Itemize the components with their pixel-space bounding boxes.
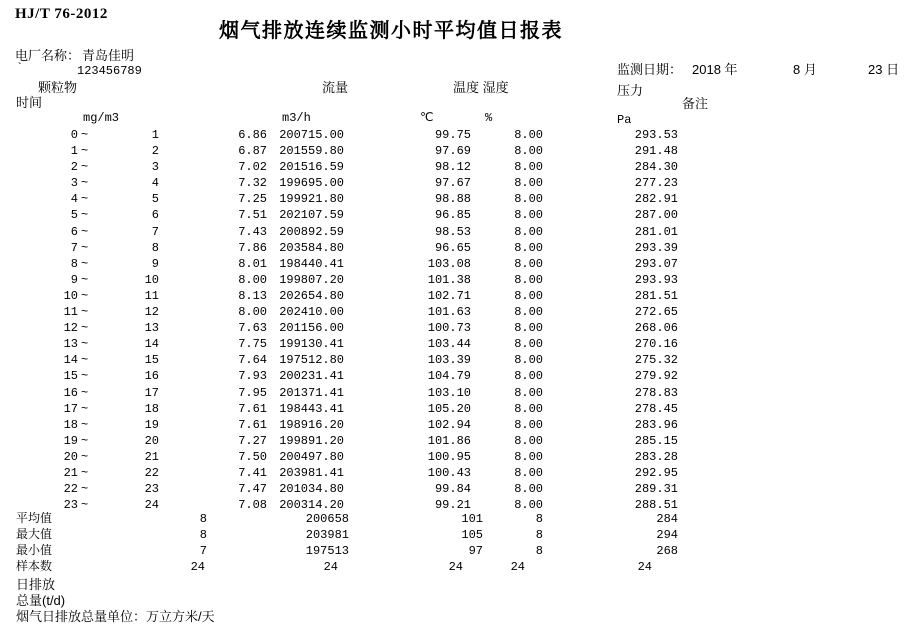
- temperature-value: 101.63: [427, 305, 471, 320]
- summary-label: 最小值: [16, 544, 53, 558]
- temperature-value: 101.86: [427, 433, 471, 448]
- tilde-separator: ~: [81, 369, 89, 384]
- hour-end: 12: [144, 305, 159, 320]
- hour-end: 17: [144, 385, 159, 400]
- humidity-value: 8.00: [514, 305, 543, 320]
- monitor-date-year: 2018 年: [692, 62, 738, 77]
- pm-minimum: 7: [199, 544, 207, 558]
- humidity-value: 8.00: [514, 482, 543, 497]
- daily-emission-label-line1: 日排放: [16, 577, 56, 592]
- tilde-separator: ~: [81, 240, 89, 255]
- table-row: [0, 338, 907, 354]
- tilde-separator: ~: [81, 305, 89, 320]
- table-row: [0, 209, 907, 225]
- table-row: [0, 226, 907, 242]
- temperature-value: 99.84: [434, 482, 471, 497]
- pm-average: 8: [199, 512, 207, 526]
- hour-start: 23: [63, 498, 78, 513]
- temperature-value: 99.75: [434, 128, 471, 142]
- table-row: [0, 467, 907, 483]
- humidity-value: 8.00: [514, 337, 543, 352]
- table-row: [0, 129, 907, 145]
- humidity-value: 8.00: [514, 321, 543, 336]
- hour-end: 19: [144, 417, 159, 432]
- tick-mark: `: [16, 61, 24, 75]
- tilde-separator: ~: [81, 498, 89, 513]
- pm-value: 8.01: [238, 256, 267, 271]
- temperature-value: 103.39: [427, 353, 471, 368]
- humidity-value: 8.00: [514, 288, 543, 303]
- flow-sample-count: 24: [323, 560, 338, 574]
- tilde-separator: ~: [81, 272, 89, 287]
- flow-value: 202410.00: [279, 305, 344, 320]
- pressure-value: 275.32: [634, 353, 678, 368]
- hour-start: 7: [70, 240, 78, 255]
- flow-total-unit-note: 烟气日排放总量单位：万立方米/天: [16, 609, 215, 624]
- temperature-value: 102.71: [427, 288, 471, 303]
- hour-end: 11: [144, 288, 159, 303]
- pm-value: 8.00: [238, 272, 267, 287]
- humidity-value: 8.00: [514, 449, 543, 464]
- humidity-value: 8.00: [514, 192, 543, 207]
- humidity-value: 8.00: [514, 369, 543, 384]
- flow-value: 201034.80: [279, 482, 344, 497]
- hour-start: 14: [63, 353, 78, 368]
- pressure-sample-count: 24: [637, 560, 652, 574]
- hour-start: 8: [70, 256, 78, 271]
- column-header-remark: 备注: [682, 96, 709, 111]
- pressure-maximum: 294: [656, 528, 678, 542]
- flow-value: 199807.20: [279, 272, 344, 287]
- pressure-value: 291.48: [634, 144, 678, 159]
- unit-pm: mg/m3: [83, 111, 120, 125]
- flow-value: 201516.59: [279, 160, 344, 175]
- temperature-value: 96.85: [434, 208, 471, 223]
- humidity-value: 8.00: [514, 417, 543, 432]
- humidity-value: 8.00: [514, 498, 543, 513]
- pressure-value: 288.51: [634, 498, 678, 513]
- pm-value: 7.64: [238, 353, 267, 368]
- hour-end: 7: [151, 224, 159, 239]
- hour-start: 2: [70, 160, 78, 175]
- tilde-separator: ~: [81, 482, 89, 497]
- hour-start: 10: [63, 288, 78, 303]
- temperature-value: 105.20: [427, 401, 471, 416]
- temperature-value: 98.88: [434, 192, 471, 207]
- plant-code-value: 123456789: [77, 64, 142, 78]
- flow-value: 202654.80: [279, 288, 344, 303]
- pm-value: 7.50: [238, 449, 267, 464]
- tilde-separator: ~: [81, 385, 89, 400]
- pm-value: 7.32: [238, 176, 267, 191]
- pm-value: 7.27: [238, 433, 267, 448]
- summary-row-sample-count: [0, 561, 907, 577]
- flow-value: 199695.00: [279, 176, 344, 191]
- tilde-separator: ~: [81, 224, 89, 239]
- pressure-value: 289.31: [634, 482, 678, 497]
- humidity-value: 8.00: [514, 272, 543, 287]
- humidity-value: 8.00: [514, 240, 543, 255]
- table-row: [0, 387, 907, 403]
- hour-end: 3: [151, 160, 159, 175]
- hour-start: 21: [63, 465, 78, 480]
- summary-label: 样本数: [16, 560, 53, 574]
- table-row: [0, 258, 907, 274]
- pm-value: 7.63: [238, 321, 267, 336]
- tilde-separator: ~: [81, 208, 89, 223]
- hour-start: 3: [70, 176, 78, 191]
- unit-temperature: ℃: [420, 110, 434, 124]
- hour-start: 22: [63, 482, 78, 497]
- temperature-value: 104.79: [427, 369, 471, 384]
- hour-start: 18: [63, 417, 78, 432]
- pressure-value: 285.15: [634, 433, 678, 448]
- humidity-average: 8: [535, 512, 543, 526]
- humidity-value: 8.00: [514, 144, 543, 159]
- flow-value: 197512.80: [279, 353, 344, 368]
- hour-end: 20: [144, 433, 159, 448]
- hour-start: 19: [63, 433, 78, 448]
- humidity-value: 8.00: [514, 353, 543, 368]
- hour-start: 16: [63, 385, 78, 400]
- pm-maximum: 8: [199, 528, 207, 542]
- flow-value: 201156.00: [279, 321, 344, 336]
- column-header-flow: 流量: [322, 80, 349, 95]
- hour-end: 5: [151, 192, 159, 207]
- pressure-value: 272.65: [634, 305, 678, 320]
- plant-name-label: 电厂名称：: [15, 48, 81, 63]
- humidity-value: 8.00: [514, 224, 543, 239]
- hour-end: 13: [144, 321, 159, 336]
- pressure-value: 278.45: [634, 401, 678, 416]
- hourly-table: [0, 129, 907, 515]
- tilde-separator: ~: [81, 449, 89, 464]
- pm-sample-count: 24: [190, 560, 205, 574]
- temperature-value: 100.95: [427, 449, 471, 464]
- flow-value: 201371.41: [279, 385, 344, 400]
- flow-minimum: 197513: [305, 544, 349, 558]
- summary-row-minimum: [0, 545, 907, 561]
- temperature-value: 97.67: [434, 176, 471, 191]
- flow-value: 200497.80: [279, 449, 344, 464]
- pressure-value: 287.00: [634, 208, 678, 223]
- flow-value: 199130.41: [279, 337, 344, 352]
- tilde-separator: ~: [81, 256, 89, 271]
- hour-end: 15: [144, 353, 159, 368]
- tilde-separator: ~: [81, 401, 89, 416]
- hour-start: 9: [70, 272, 78, 287]
- flow-value: 202107.59: [279, 208, 344, 223]
- humidity-value: 8.00: [514, 176, 543, 191]
- flow-value: 200314.20: [279, 498, 344, 513]
- table-row: [0, 419, 907, 435]
- pm-value: 7.43: [238, 224, 267, 239]
- pressure-value: 283.28: [634, 449, 678, 464]
- tilde-separator: ~: [81, 176, 89, 191]
- pressure-value: 277.23: [634, 176, 678, 191]
- pm-value: 7.08: [238, 498, 267, 513]
- humidity-maximum: 8: [535, 528, 543, 542]
- flow-value: 198916.20: [279, 417, 344, 432]
- table-row: [0, 354, 907, 370]
- pm-value: 6.86: [238, 128, 267, 142]
- pressure-value: 284.30: [634, 160, 678, 175]
- temperature-value: 98.12: [434, 160, 471, 175]
- tilde-separator: ~: [81, 160, 89, 175]
- pressure-value: 293.93: [634, 272, 678, 287]
- pressure-value: 293.53: [634, 128, 678, 142]
- hour-start: 12: [63, 321, 78, 336]
- tilde-separator: ~: [81, 144, 89, 159]
- humidity-value: 8.00: [514, 433, 543, 448]
- pm-value: 7.61: [238, 401, 267, 416]
- tilde-separator: ~: [81, 433, 89, 448]
- hour-end: 4: [151, 176, 159, 191]
- flow-value: 198440.41: [279, 256, 344, 271]
- pm-value: 6.87: [238, 144, 267, 159]
- column-header-pressure: 压力: [617, 83, 644, 98]
- flow-value: 200715.00: [279, 128, 344, 142]
- pm-value: 8.00: [238, 305, 267, 320]
- table-row: [0, 483, 907, 499]
- tilde-separator: ~: [81, 417, 89, 432]
- pressure-value: 270.16: [634, 337, 678, 352]
- pressure-value: 281.51: [634, 288, 678, 303]
- summary-row-maximum: [0, 529, 907, 545]
- pm-value: 7.25: [238, 192, 267, 207]
- table-row: [0, 290, 907, 306]
- pressure-average: 284: [656, 512, 678, 526]
- hour-start: 1: [70, 144, 78, 159]
- table-row: [0, 370, 907, 386]
- pm-value: 7.93: [238, 369, 267, 384]
- flow-value: 201559.80: [279, 144, 344, 159]
- hour-end: 23: [144, 482, 159, 497]
- humidity-value: 8.00: [514, 160, 543, 175]
- pm-value: 7.61: [238, 417, 267, 432]
- hour-end: 18: [144, 401, 159, 416]
- hour-end: 10: [144, 272, 159, 287]
- temperature-value: 98.53: [434, 224, 471, 239]
- hour-start: 15: [63, 369, 78, 384]
- unit-pressure: Pa: [617, 113, 632, 127]
- hour-start: 0: [70, 128, 78, 142]
- hour-start: 13: [63, 337, 78, 352]
- temperature-value: 103.10: [427, 385, 471, 400]
- table-row: [0, 193, 907, 209]
- table-row: [0, 403, 907, 419]
- temperature-value: 100.73: [427, 321, 471, 336]
- tilde-separator: ~: [81, 128, 89, 142]
- temperature-value: 97.69: [434, 144, 471, 159]
- table-row: [0, 435, 907, 451]
- hour-start: 6: [70, 224, 78, 239]
- flow-value: 200231.41: [279, 369, 344, 384]
- pressure-minimum: 268: [656, 544, 678, 558]
- pressure-value: 279.92: [634, 369, 678, 384]
- monitor-date-day: 23 日: [868, 62, 900, 77]
- temperature-value: 96.65: [434, 240, 471, 255]
- tilde-separator: ~: [81, 192, 89, 207]
- pm-value: 8.13: [238, 288, 267, 303]
- temperature-value: 100.43: [427, 465, 471, 480]
- hour-start: 5: [70, 208, 78, 223]
- pressure-value: 278.83: [634, 385, 678, 400]
- humidity-value: 8.00: [514, 256, 543, 271]
- temperature-average: 101: [461, 512, 483, 526]
- summary-row-average: [0, 513, 907, 529]
- temperature-sample-count: 24: [448, 560, 463, 574]
- flow-value: 199921.80: [279, 192, 344, 207]
- pm-value: 7.47: [238, 482, 267, 497]
- humidity-value: 8.00: [514, 465, 543, 480]
- hour-start: 20: [63, 449, 78, 464]
- pm-value: 7.95: [238, 385, 267, 400]
- table-row: [0, 322, 907, 338]
- hour-start: 11: [63, 305, 78, 320]
- unit-humidity: %: [485, 111, 493, 125]
- humidity-value: 8.00: [514, 208, 543, 223]
- pressure-value: 268.06: [634, 321, 678, 336]
- flow-value: 200892.59: [279, 224, 344, 239]
- hour-end: 1: [151, 128, 159, 142]
- temperature-value: 99.21: [434, 498, 471, 513]
- monitor-date-label: 监测日期：: [617, 62, 683, 77]
- humidity-minimum: 8: [535, 544, 543, 558]
- hour-end: 2: [151, 144, 159, 159]
- humidity-sample-count: 24: [510, 560, 525, 574]
- monitor-date-month: 8 月: [793, 62, 817, 77]
- table-row: [0, 306, 907, 322]
- flow-maximum: 203981: [305, 528, 349, 542]
- flow-average: 200658: [305, 512, 349, 526]
- table-row: [0, 161, 907, 177]
- table-row: [0, 242, 907, 258]
- daily-emission-label-line2: 总量(t/d): [16, 593, 66, 608]
- pressure-value: 282.91: [634, 192, 678, 207]
- summary-block: [0, 513, 907, 577]
- column-header-pm: 颗粒物: [38, 80, 78, 95]
- standard-number: HJ/T 76-2012: [15, 6, 108, 22]
- temperature-value: 101.38: [427, 272, 471, 287]
- hour-end: 24: [144, 498, 159, 513]
- tilde-separator: ~: [81, 353, 89, 368]
- summary-label: 最大值: [16, 528, 53, 542]
- report-title: 烟气排放连续监测小时平均值日报表: [219, 20, 563, 42]
- flow-value: 199891.20: [279, 433, 344, 448]
- tilde-separator: ~: [81, 337, 89, 352]
- flow-value: 203981.41: [279, 465, 344, 480]
- table-row: [0, 145, 907, 161]
- pm-value: 7.51: [238, 208, 267, 223]
- pressure-value: 293.39: [634, 240, 678, 255]
- hour-start: 17: [63, 401, 78, 416]
- tilde-separator: ~: [81, 288, 89, 303]
- pressure-value: 281.01: [634, 224, 678, 239]
- pressure-value: 292.95: [634, 465, 678, 480]
- temperature-minimum: 97: [468, 544, 483, 558]
- humidity-value: 8.00: [514, 128, 543, 142]
- table-row: [0, 177, 907, 193]
- temperature-maximum: 105: [461, 528, 483, 542]
- flow-value: 203584.80: [279, 240, 344, 255]
- summary-label: 平均值: [16, 512, 53, 526]
- plant-name-value: 青岛佳明: [82, 48, 135, 63]
- hour-end: 9: [151, 256, 159, 271]
- humidity-value: 8.00: [514, 401, 543, 416]
- column-header-temp-humidity: 温度 湿度: [453, 80, 509, 95]
- pm-value: 7.02: [238, 160, 267, 175]
- pressure-value: 293.07: [634, 256, 678, 271]
- hour-end: 8: [151, 240, 159, 255]
- hour-end: 16: [144, 369, 159, 384]
- flow-value: 198443.41: [279, 401, 344, 416]
- pm-value: 7.41: [238, 465, 267, 480]
- table-row: [0, 274, 907, 290]
- tilde-separator: ~: [81, 321, 89, 336]
- temperature-value: 102.94: [427, 417, 471, 432]
- hour-end: 6: [151, 208, 159, 223]
- temperature-value: 103.08: [427, 256, 471, 271]
- hour-end: 14: [144, 337, 159, 352]
- column-header-time: 时间: [16, 95, 43, 110]
- unit-flow: m3/h: [282, 111, 311, 125]
- table-row: [0, 451, 907, 467]
- hour-end: 21: [144, 449, 159, 464]
- temperature-value: 103.44: [427, 337, 471, 352]
- pm-value: 7.75: [238, 337, 267, 352]
- tilde-separator: ~: [81, 465, 89, 480]
- humidity-value: 8.00: [514, 385, 543, 400]
- hour-start: 4: [70, 192, 78, 207]
- hour-end: 22: [144, 465, 159, 480]
- pressure-value: 283.96: [634, 417, 678, 432]
- pm-value: 7.86: [238, 240, 267, 255]
